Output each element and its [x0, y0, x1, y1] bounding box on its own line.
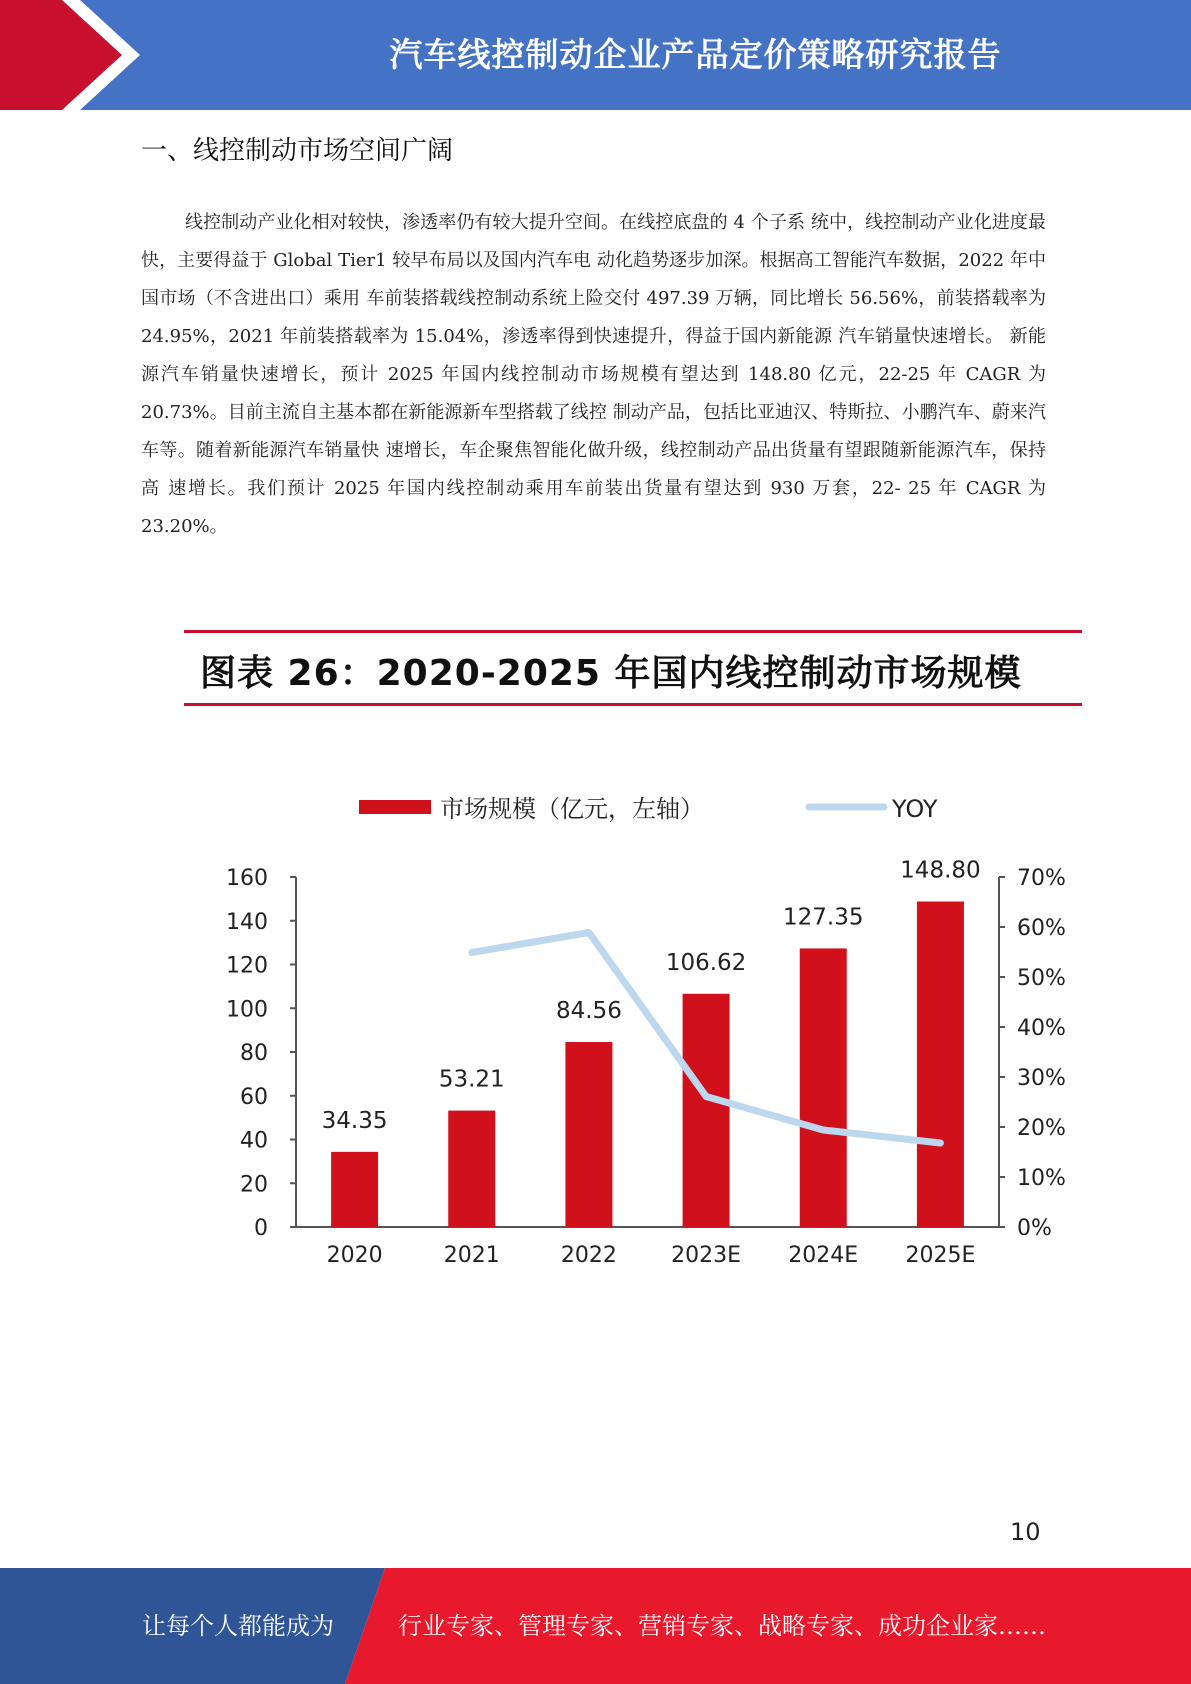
bar-value-label: 53.21 — [438, 1066, 505, 1093]
x-axis-tick-label: 2025E — [905, 1243, 976, 1268]
bar — [331, 1152, 378, 1227]
x-axis-tick-label: 2023E — [671, 1243, 742, 1268]
bar-value-label: 127.35 — [783, 904, 864, 931]
left-axis-tick-label: 20 — [240, 1172, 268, 1198]
left-axis-tick-label: 60 — [240, 1084, 268, 1110]
right-axis-tick-label: 30% — [1017, 1066, 1066, 1091]
left-axis-tick-label: 40 — [240, 1128, 268, 1154]
bar — [917, 902, 964, 1228]
figure-bottom-rule — [184, 703, 1082, 706]
bar-value-label: 106.62 — [665, 949, 747, 976]
left-axis-tick-label: 0 — [254, 1216, 268, 1241]
bar-value-label: 34.35 — [321, 1107, 388, 1134]
left-axis-tick-label: 120 — [226, 953, 268, 979]
figure-top-rule — [184, 630, 1082, 633]
right-axis-tick-label: 40% — [1017, 1016, 1066, 1041]
bar-value-label: 84.56 — [555, 998, 622, 1025]
body-paragraph-1: 线控制动产业化相对较快，渗透率仍有较大提升空间。在线控底盘的 4 个子系 统中，线控制动产业化进度最快，主要得益于 Global Tier1 较早布局以及国内汽车电 动化趋势逐步加深。根据高工智能汽车数据，2022 年中国市场（不含进出口）乘用 车前装搭载线控制动系统上险交付 497.39 万辆，同比增长 56.56%，前装搭载率为 24.95%，2021 年前装搭载率为 15.04%，渗透率得到快速提升，得益于国内新能源 汽车销量快速增长。 新能源汽车销量快速增长，预计 2025 年国内线控制动市场规模有望达到 148.80 亿元，22-25 年 CAGR 为 20.73%。目前主流自主基本都在新能源新车型搭载了线控 制动产品，包括比亚迪汉、特斯拉、小鹏汽车、蔚来汽车等。随着新能源汽车销量快 速增长，车企聚焦智能化做升级，线控制动产品出货量有望跟随新能源汽车，保持高 速增长。我们预计 2025 年国内线控制动乘用车前装出货量有望达到 930 万套，22- 25 年 CAGR 为 23.20%。 — [141, 212, 1046, 537]
x-axis-tick-label: 2021 — [443, 1243, 500, 1268]
footer-slogan-left: 让每个人都能成为 — [142, 1612, 334, 1640]
market-size-chart — [184, 770, 1084, 1280]
legend-bar-swatch — [359, 800, 431, 814]
right-axis-tick-label: 20% — [1017, 1116, 1066, 1141]
figure-title: 图表 26：2020-2025 年国内线控制动市场规模 — [200, 653, 1022, 694]
footer-slogan-right: 行业专家、管理专家、营销专家、战略专家、成功企业家…… — [398, 1612, 1046, 1640]
left-axis-tick-label: 100 — [226, 997, 268, 1023]
left-axis-tick-label: 160 — [226, 866, 268, 891]
x-axis-tick-label: 2020 — [326, 1243, 383, 1268]
header-arrow-decoration — [0, 0, 200, 110]
right-axis-tick-label: 0% — [1017, 1216, 1052, 1241]
x-axis-tick-label: 2024E — [788, 1243, 859, 1268]
section-title: 一、线控制动市场空间广阔 — [141, 136, 454, 166]
plot-area — [226, 858, 1066, 1269]
bar — [448, 1111, 495, 1227]
right-axis-tick-label: 10% — [1017, 1166, 1066, 1191]
left-axis-tick-label: 140 — [226, 909, 268, 935]
bar-value-label: 148.80 — [900, 857, 981, 884]
legend-bar-label: 市场规模（亿元，左轴） — [440, 795, 704, 823]
legend-line-label: YOY — [892, 795, 938, 823]
footer-banner — [0, 1568, 1191, 1684]
page-number: 10 — [1010, 1518, 1041, 1546]
header-banner — [0, 0, 1191, 110]
right-axis-tick-label: 50% — [1017, 966, 1066, 991]
report-title: 汽车线控制动企业产品定价策略研究报告 — [389, 35, 1002, 74]
bar — [565, 1042, 612, 1227]
bar — [683, 994, 730, 1227]
right-axis-tick-label: 60% — [1017, 916, 1066, 941]
left-axis-tick-label: 80 — [240, 1041, 268, 1066]
x-axis-tick-label: 2022 — [560, 1243, 617, 1268]
bar — [800, 948, 847, 1227]
chart-legend — [359, 795, 938, 823]
right-axis-tick-label: 70% — [1017, 866, 1066, 891]
